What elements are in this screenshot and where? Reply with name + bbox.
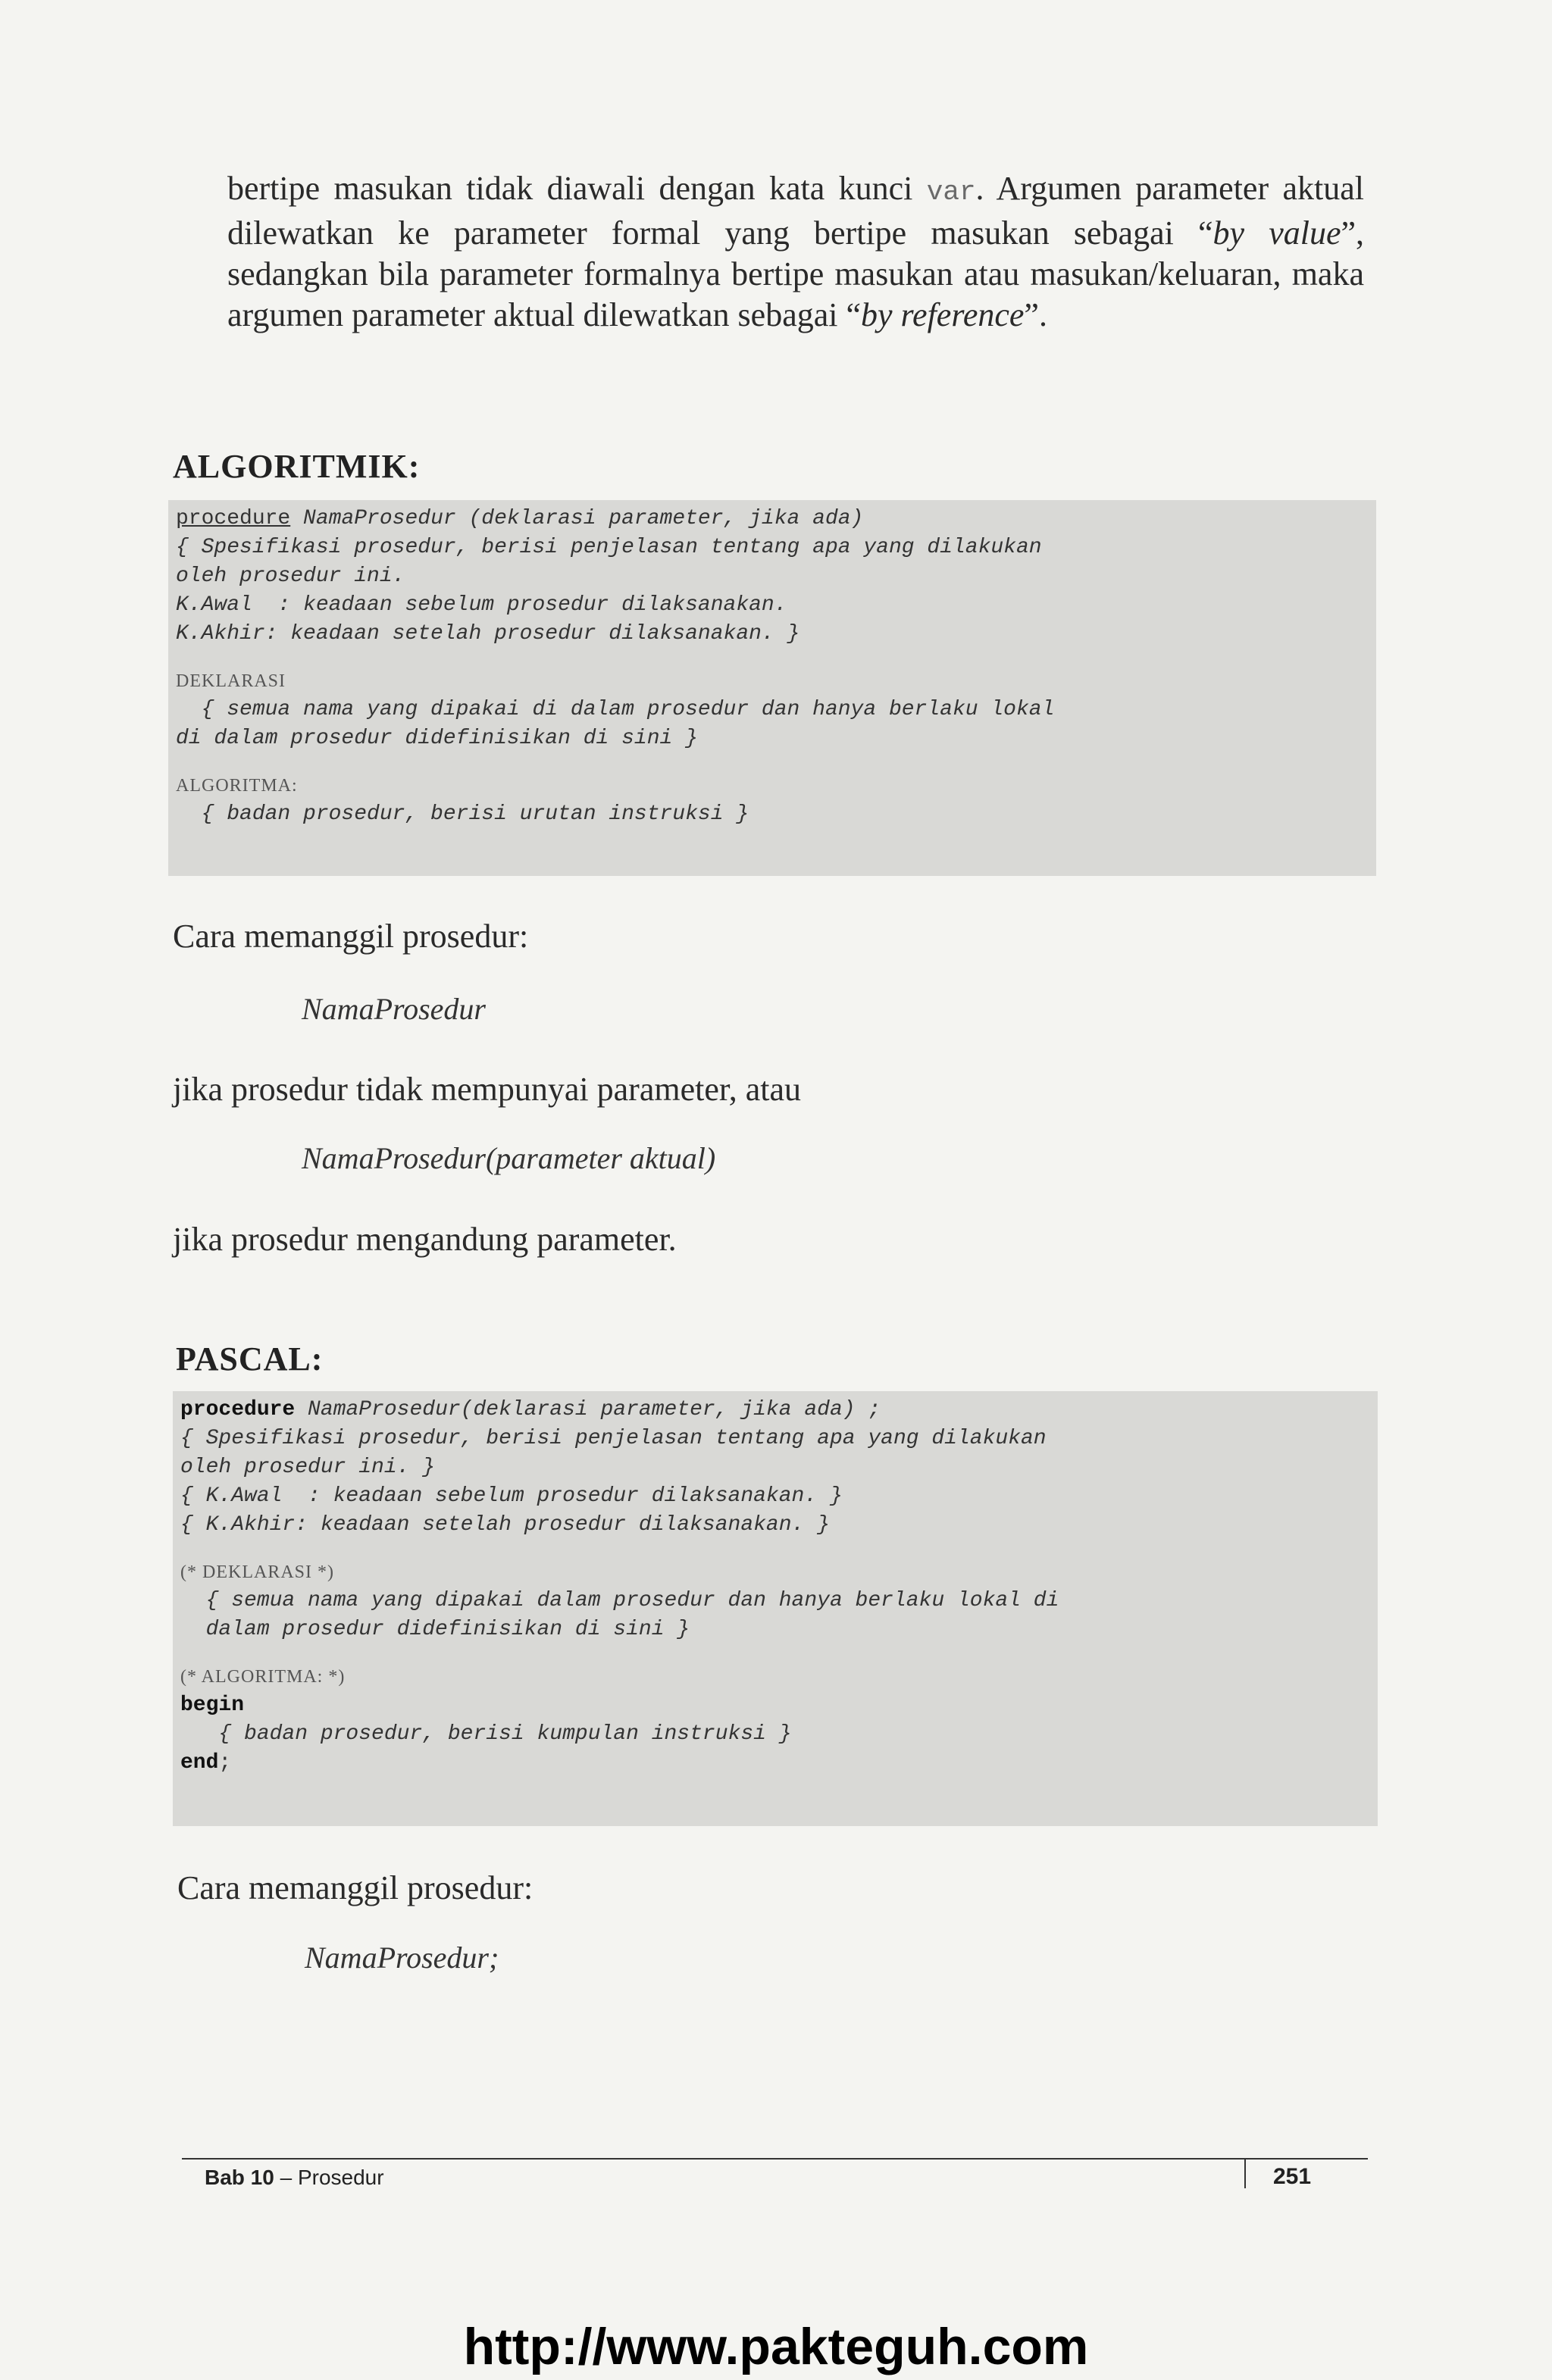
call-example-1: NamaProsedur xyxy=(302,992,486,1026)
source-url: http://www.pakteguh.com xyxy=(463,2318,1089,2375)
call-example-2: NamaProsedur(parameter aktual) xyxy=(302,1141,716,1175)
pascal-line-8: dalam prosedur didefinisikan di sini } xyxy=(180,1618,690,1641)
algoritmik-line-2: { Spesifikasi prosedur, berisi penjelasan tentang apa yang dilakukan xyxy=(176,536,1042,559)
intro-paragraph xyxy=(227,168,1364,336)
footer-bab: Bab 10 xyxy=(205,2166,274,2189)
intro-text-1: bertipe masukan tidak diawali dengan kata kunci xyxy=(227,170,927,207)
algoritmik-deklarasi-label: DEKLARASI xyxy=(176,671,286,691)
pascal-begin-keyword: begin xyxy=(180,1694,245,1717)
pascal-line-7: { semua nama yang dipakai dalam prosedur dan hanya berlaku lokal di xyxy=(180,1589,1059,1612)
footer-sep: – xyxy=(274,2166,298,2189)
footer-rule xyxy=(182,2158,1368,2160)
by-value-term: by value xyxy=(1212,214,1341,252)
var-keyword: var xyxy=(926,177,976,208)
page-number: 251 xyxy=(1273,2164,1312,2189)
intro-text-4: ”. xyxy=(1024,296,1047,333)
pascal-deklarasi-label: (* DEKLARASI *) xyxy=(180,1562,334,1582)
intro-text-2: . Argumen parameter aktual dilewatkan ke parameter formal yang bertipe masukan sebagai “ xyxy=(227,170,1364,252)
algoritmik-line-7: { semua nama yang dipakai di dalam prosedur dan hanya berlaku lokal xyxy=(176,698,1055,721)
algoritmik-line-8: di dalam prosedur didefinisikan di sini } xyxy=(176,727,698,750)
algoritmik-line-10: { badan prosedur, berisi urutan instruksi } xyxy=(176,802,749,826)
pascal-heading: PASCAL: xyxy=(176,1340,324,1378)
cara-memanggil-2: Cara memanggil prosedur: xyxy=(177,1869,534,1906)
call-example-3: NamaProsedur; xyxy=(305,1941,499,1975)
intro-text-3: ”, sedangkan bila parameter formalnya bertipe masukan atau masukan/keluaran, maka argumen parameter aktual dilewatkan sebagai “ xyxy=(227,214,1365,333)
pascal-line-5: { K.Akhir: keadaan setelah prosedur dilaksanakan. } xyxy=(180,1513,830,1537)
algoritmik-heading: ALGORITMIK: xyxy=(173,448,421,485)
pascal-line-11: { badan prosedur, berisi kumpulan instruksi } xyxy=(180,1722,792,1746)
algoritmik-line-1: NamaProsedur (deklarasi parameter, jika ada) xyxy=(290,507,864,530)
jika-text-1: jika prosedur tidak mempunyai parameter, atau xyxy=(173,1071,802,1108)
algoritmik-line-3: oleh prosedur ini. xyxy=(176,565,405,588)
pascal-code-box xyxy=(173,1391,1378,1826)
pascal-line-1: NamaProsedur(deklarasi parameter, jika ada) ; xyxy=(295,1398,881,1421)
pascal-end-semicolon: ; xyxy=(218,1751,232,1775)
algoritmik-procedure-keyword: procedure xyxy=(176,507,291,530)
pascal-line-2: { Spesifikasi prosedur, berisi penjelasan tentang apa yang dilakukan xyxy=(180,1427,1047,1450)
pascal-line-3: oleh prosedur ini. } xyxy=(180,1456,436,1479)
pascal-line-4: { K.Awal : keadaan sebelum prosedur dilaksanakan. } xyxy=(180,1484,843,1508)
by-reference-term: by reference xyxy=(861,296,1025,333)
algoritmik-algoritma-label: ALGORITMA: xyxy=(176,776,298,796)
footer-title: Prosedur xyxy=(297,2166,384,2189)
jika-text-2: jika prosedur mengandung parameter. xyxy=(173,1221,677,1258)
pascal-algoritma-label: (* ALGORITMA: *) xyxy=(180,1667,346,1687)
pascal-procedure-keyword: procedure xyxy=(180,1398,296,1421)
footer-chapter xyxy=(205,2166,384,2190)
algoritmik-line-5: K.Akhir: keadaan setelah prosedur dilaksanakan. } xyxy=(176,622,800,646)
footer-divider xyxy=(1244,2158,1246,2188)
algoritmik-code-box xyxy=(168,500,1376,876)
pascal-end-keyword: end xyxy=(180,1751,219,1775)
cara-memanggil-1: Cara memanggil prosedur: xyxy=(173,918,529,955)
algoritmik-line-4: K.Awal : keadaan sebelum prosedur dilaksanakan. xyxy=(176,593,787,617)
